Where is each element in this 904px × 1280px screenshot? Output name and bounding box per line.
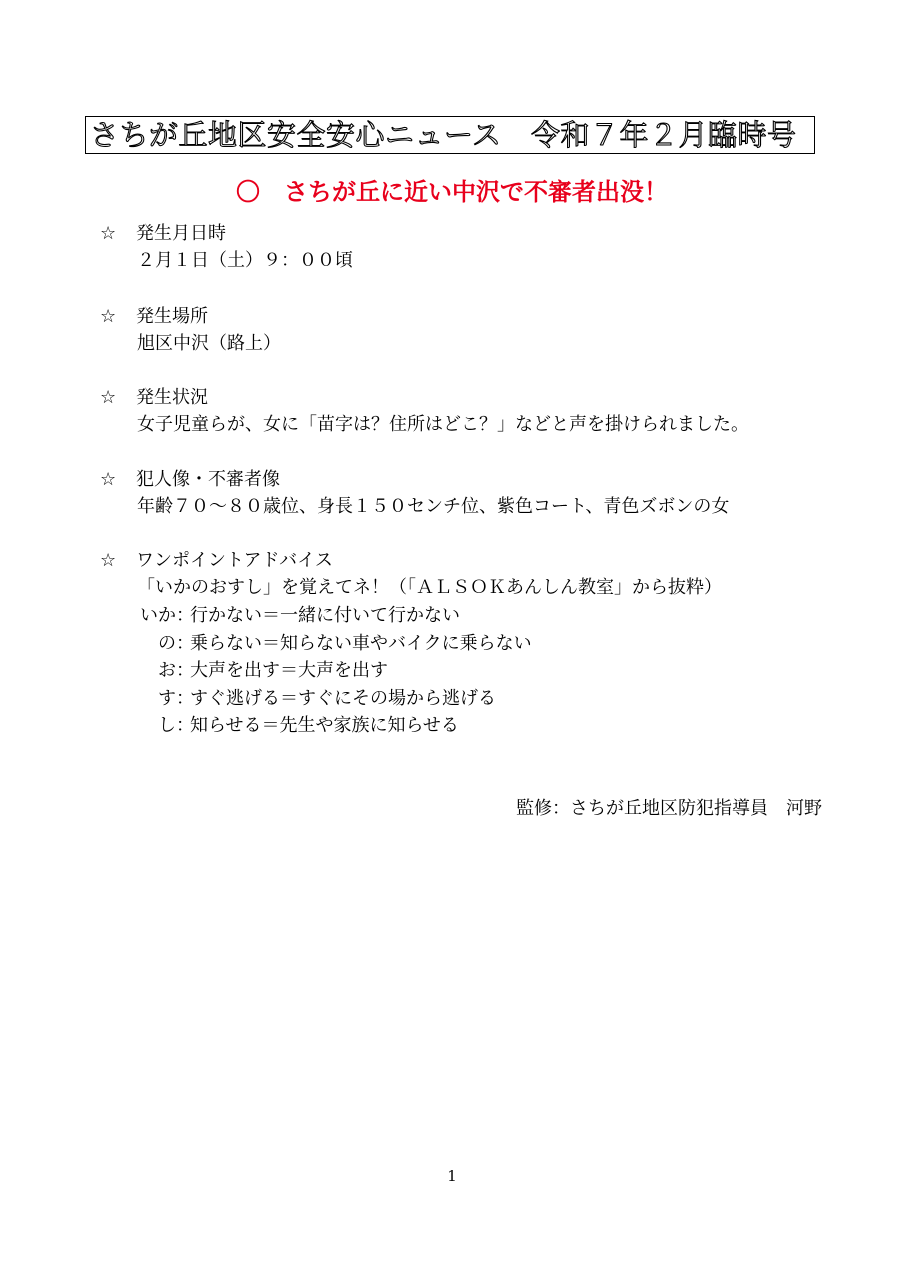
- advice-key: し: [158, 715, 176, 736]
- advice-text: 大声を出す＝大声を出す: [190, 660, 388, 681]
- star-icon: ☆: [100, 550, 117, 571]
- section-situation: [100, 385, 860, 439]
- section-suspect: [100, 467, 860, 521]
- advice-key: お: [158, 660, 176, 681]
- section-heading-row: [100, 221, 860, 247]
- advice-text: すぐ逃げる＝すぐにその場から逃げる: [190, 687, 496, 709]
- advice-separator: ：: [176, 632, 194, 654]
- advice-key: の: [158, 632, 176, 654]
- section-heading: 発生月日時: [136, 223, 226, 244]
- section-body: 年齢７０～８０歳位、身長１５０センチ位、紫色コート、青色ズボンの女: [137, 496, 730, 517]
- advice-separator: ：: [176, 715, 194, 736]
- advice-separator: ：: [176, 687, 194, 709]
- advice-list: [100, 602, 860, 740]
- section-datetime: [100, 221, 860, 275]
- supervisor-credit: 監修：さちが丘地区防犯指導員 河野: [516, 798, 822, 819]
- section-heading-row: [100, 467, 860, 493]
- star-icon: ☆: [100, 387, 117, 408]
- section-heading: ワンポイントアドバイス: [136, 550, 333, 571]
- advice-text: 知らせる＝先生や家族に知らせる: [190, 715, 459, 736]
- advice-separator: ：: [176, 605, 194, 626]
- page-number: 1: [447, 1167, 457, 1185]
- section-heading: 発生場所: [136, 306, 208, 327]
- section-heading-row: [100, 548, 860, 574]
- section-heading-row: [100, 385, 860, 411]
- list-item: [100, 602, 860, 630]
- section-heading: 発生状況: [136, 387, 208, 408]
- advice-text: 乗らない＝知らない車やバイクに乗らない: [190, 632, 532, 654]
- advice-intro: 「いかのおすし」を覚えてネ！（「ＡＬＳＯＫあんしん教室」から抜粋）: [137, 577, 722, 598]
- list-item: [100, 712, 860, 740]
- advice-key: いか: [140, 605, 176, 626]
- advice-text: 行かない＝一緒に付いて行かない: [190, 605, 460, 626]
- advice-key: す: [158, 687, 176, 709]
- advice-separator: ：: [176, 660, 194, 681]
- list-item: [100, 630, 860, 658]
- section-heading: 犯人像・不審者像: [136, 469, 280, 490]
- section-body: ２月１日（土）９：００頃: [137, 250, 353, 271]
- list-item: [100, 685, 860, 713]
- newsletter-title: さちが丘地区安全安心ニュース 令和７年２月臨時号: [90, 117, 797, 152]
- star-icon: ☆: [100, 223, 117, 244]
- section-location: [100, 304, 860, 358]
- section-advice: [100, 548, 860, 740]
- section-body: 旭区中沢（路上）: [137, 333, 281, 354]
- alert-headline: 〇 さちが丘に近い中沢で不審者出没！: [236, 178, 668, 206]
- newsletter-title-box: [85, 116, 815, 154]
- section-heading-row: [100, 304, 860, 330]
- list-item: [100, 657, 860, 685]
- star-icon: ☆: [100, 306, 117, 327]
- section-body: 女子児童らが、女に「苗字は？住所はどこ？」などと声を掛けられました。: [137, 414, 749, 435]
- star-icon: ☆: [100, 469, 117, 490]
